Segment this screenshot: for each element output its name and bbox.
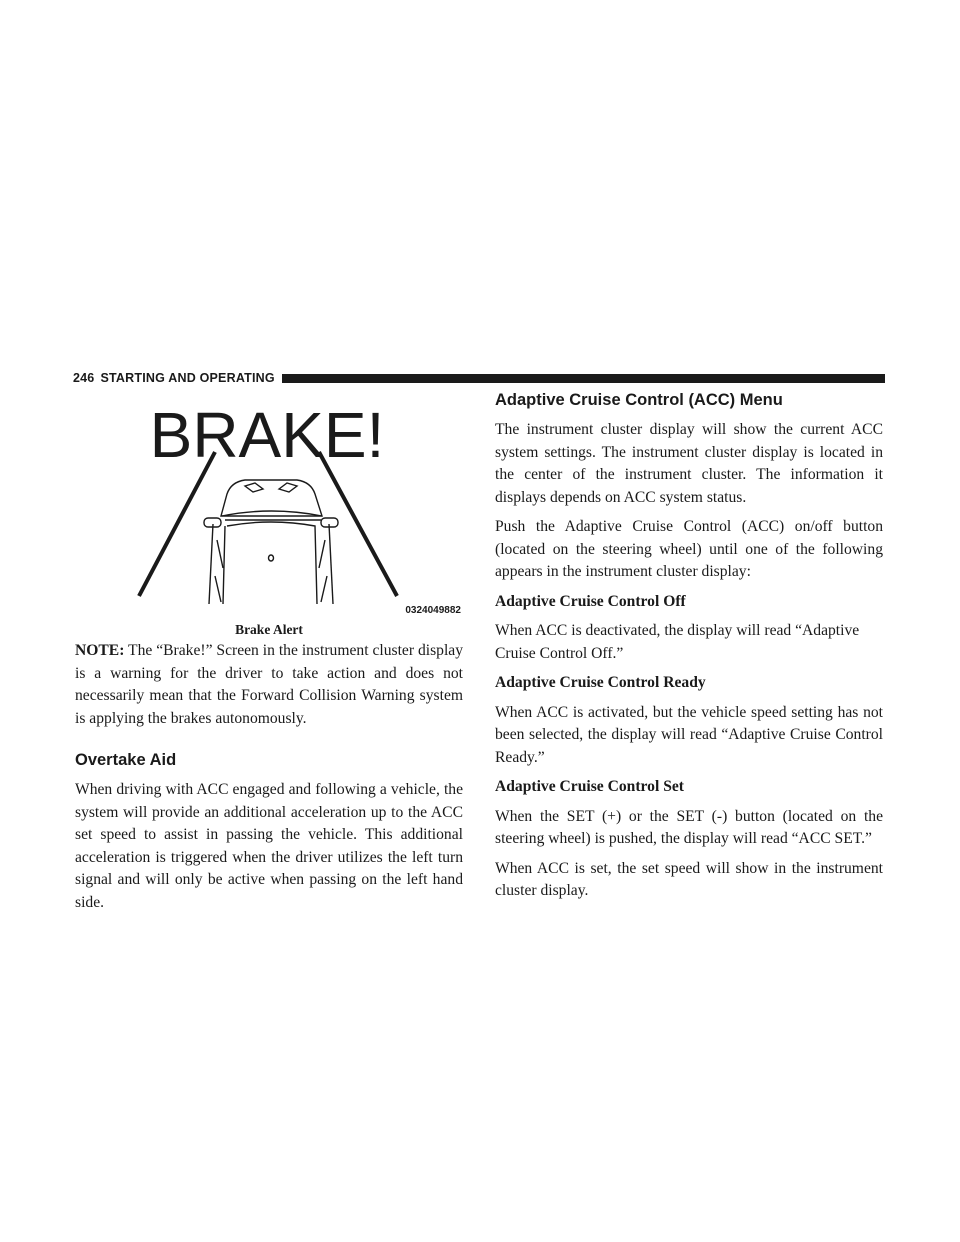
note-text: The “Brake!” Screen in the instrument cluster display is a warning for the driver to take action and does not necessarily mean that the Forward Collision Warning system is applying the brakes autonomously. <box>75 642 463 727</box>
figure-caption: Brake Alert <box>235 622 303 637</box>
acc-set-heading: Adaptive Cruise Control Set <box>495 778 684 795</box>
acc-intro-text: The instrument cluster display will show the current ACC system settings. The instrument cluster display is located in the center of the instrument cluster. The information it displays depends on ACC system status. <box>495 421 883 506</box>
right-lane-line <box>319 452 397 596</box>
acc-menu-heading: Adaptive Cruise Control (ACC) Menu <box>495 391 783 409</box>
car-outline-icon <box>204 480 338 604</box>
page-number: 246 <box>73 371 95 385</box>
brake-alert-figure <box>75 390 463 640</box>
acc-off-text: When ACC is deactivated, the display will read “Adaptive Cruise Control Off.” <box>495 622 860 662</box>
right-column <box>495 390 883 910</box>
page-header <box>73 371 885 385</box>
left-column <box>75 390 463 921</box>
section-title: STARTING AND OPERATING <box>100 371 275 385</box>
figure-code: 0324049882 <box>405 605 461 616</box>
overtake-aid-text: When driving with ACC engaged and following a vehicle, the system will provide an additional acceleration up to the ACC set speed to assist in passing the vehicle. This additional acceleration is triggered when the driver utilizes the left turn signal and will only be active when passing on the left hand side. <box>75 781 463 911</box>
acc-off-heading: Adaptive Cruise Control Off <box>495 592 686 610</box>
acc-ready-text: When ACC is activated, but the vehicle speed setting has not been selected, the display will read “Adaptive Cruise Control Ready.” <box>495 703 883 766</box>
header-rule <box>282 374 885 383</box>
overtake-aid-heading: Overtake Aid <box>75 751 177 769</box>
acc-ready-heading: Adaptive Cruise Control Ready <box>495 674 706 691</box>
acc-push-text: Push the Adaptive Cruise Control (ACC) on/off button (located on the steering wheel) until one of the following appears in the instrument cluster display: <box>495 518 883 580</box>
note-label: NOTE: <box>75 642 125 659</box>
acc-set-speed-text: When ACC is set, the set speed will show in the instrument cluster display. <box>495 859 883 899</box>
brake-heading-text: BRAKE! <box>149 399 385 471</box>
note-paragraph <box>75 640 463 730</box>
acc-set-text: When the SET (+) or the SET (-) button (located on the steering wheel) is pushed, the display will read “ACC SET.” <box>495 807 883 847</box>
